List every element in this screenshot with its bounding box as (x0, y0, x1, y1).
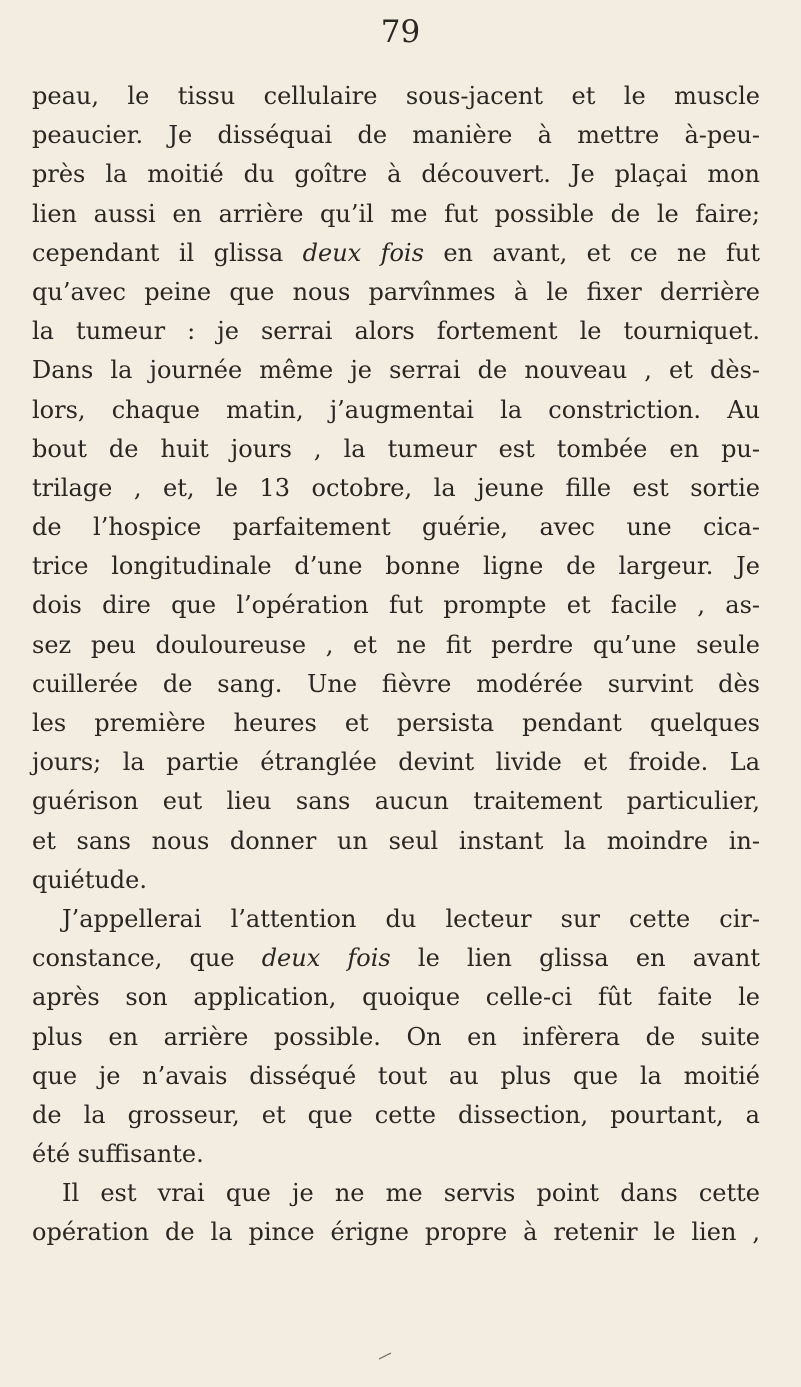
text-segment: constance, que (32, 944, 262, 973)
text-line: trice longitudinale d’une bonne ligne de largeur. Je (32, 552, 760, 581)
text-line: lien aussi en arrière qu’il me fut possible de le faire; (32, 199, 760, 228)
text-line: lors, chaque matin, j’augmentai la constriction. Au (32, 395, 760, 424)
text-line: de l’hospice parfaitement guérie, avec une cica- (32, 513, 760, 542)
text-segment: en avant, et ce ne fut (423, 238, 760, 267)
text-line: sez peu douloureuse , et ne fit perdre qu’une seule (32, 630, 760, 659)
text-line (32, 234, 760, 273)
text-line: que je n’avais disséqué tout au plus que la moitié (32, 1061, 760, 1090)
text-line: quiétude. (32, 865, 147, 894)
italic-emphasis: deux fois (261, 944, 391, 973)
text-line: peaucier. Je disséquai de manière à mettre à-peu- (32, 121, 760, 150)
text-line: été suffisante. (32, 1140, 204, 1169)
text-line: J’appellerai l’attention du lecteur sur cette cir- (62, 904, 760, 933)
text-line: jours; la partie étranglée devint livide et froide. La (32, 748, 760, 777)
text-line (32, 939, 760, 978)
text-line: trilage , et, le 13 octobre, la jeune fille est sortie (32, 473, 760, 502)
text-line: guérison eut lieu sans aucun traitement particulier, (32, 787, 760, 816)
page-number: 79 (380, 14, 421, 50)
text-line: les première heures et persista pendant quelques (32, 709, 760, 737)
italic-emphasis: deux fois (302, 238, 424, 267)
text-line: Il est vrai que je ne me servis point dans cette (62, 1179, 760, 1208)
text-line: après son application, quoique celle-ci fût faite le (32, 983, 760, 1012)
text-segment: le lien glissa en avant (390, 944, 760, 973)
text-line: cuillerée de sang. Une fièvre modérée survint dès (32, 669, 760, 698)
text-line: de la grosseur, et que cette dissection, pourtant, a (32, 1100, 760, 1129)
text-line: près la moitié du goître à découvert. Je plaçai mon (32, 160, 760, 189)
text-line: la tumeur : je serrai alors fortement le tourniquet. (32, 317, 760, 346)
text-line: bout de huit jours , la tumeur est tombée en pu- (32, 434, 760, 463)
text-line: Dans la journée même je serrai de nouveau , et dès- (32, 356, 760, 385)
printer-mark (378, 1352, 392, 1360)
text-line: et sans nous donner un seul instant la moindre in- (32, 826, 760, 855)
text-line: qu’avec peine que nous parvînmes à le fixer derrière (32, 277, 760, 306)
text-line: peau, le tissu cellulaire sous-jacent et le muscle (32, 82, 760, 110)
body-text (32, 77, 760, 1253)
text-line: dois dire que l’opération fut prompte et facile , as- (32, 591, 760, 620)
text-segment: cependant il glissa (32, 238, 303, 267)
text-line: plus en arrière possible. On en infèrera de suite (32, 1022, 760, 1051)
text-line: opération de la pince érigne propre à retenir le lien , (32, 1218, 760, 1247)
